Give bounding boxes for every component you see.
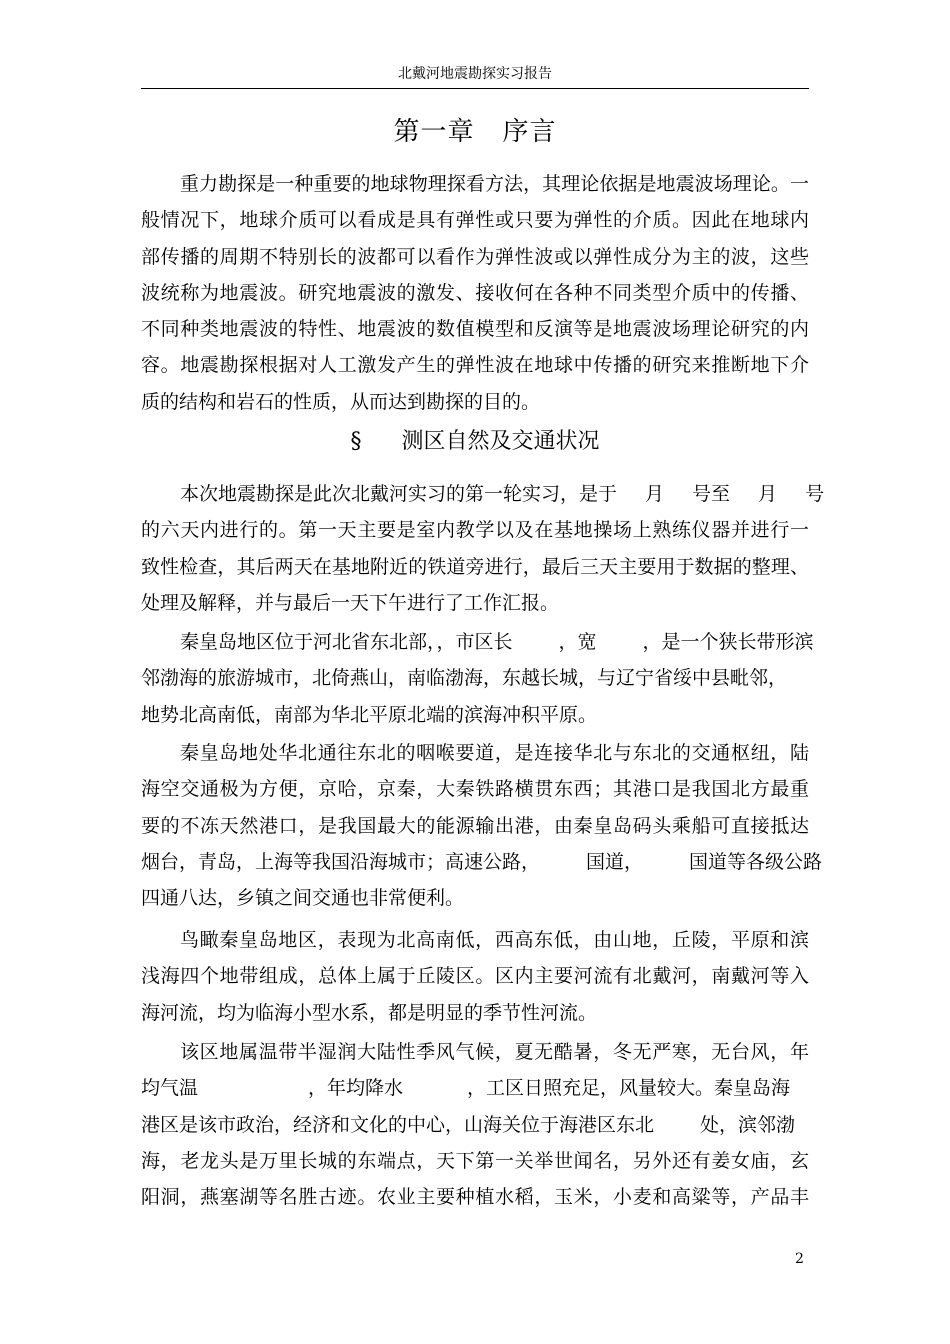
text-span: 国道， — [586, 850, 644, 873]
text-line: 海河流，均为临海小型水系，都是明显的季节性河流。 — [141, 1001, 598, 1024]
chapter-title — [141, 114, 809, 150]
section-symbol: § — [350, 429, 362, 454]
text-line: 重力勘探是一种重要的地球物理探看方法，其理论依据是地震波场理论。一 — [180, 173, 809, 195]
text-line: 四通八达，乡镇之间交通也非常便利。 — [141, 887, 465, 910]
text-line: 部传播的周期不特别长的波都可以看作为弹性波或以弹性成分为主的波，这些 — [141, 245, 809, 268]
text-span: 处，滨邻渤 — [700, 1113, 796, 1136]
text-line — [141, 476, 825, 512]
text-span: 均气温 — [141, 1077, 199, 1100]
text-line: 阳洞，燕塞湖等名胜古迹。农业主要种植水稻，玉米，小麦和高粱等，产品丰 — [141, 1186, 809, 1209]
running-header: 北戴河地震勘探实习报告 — [398, 66, 552, 82]
text-line: 波统称为地震波。研究地震波的激发、接收何在各种不同类型介质中的传播、 — [141, 281, 809, 304]
text-span: 烟台，青岛，上海等我国沿海城市；高速公路， — [141, 850, 541, 873]
text-line: 海，老龙头是万里长城的东端点，天下第一关举世闻名，另外还有姜女庙，玄 — [141, 1149, 809, 1172]
text-line: 该区地属温带半湿润大陆性季风气候，夏无酷暑，冬无严寒，无台风，年 — [180, 1041, 809, 1063]
text-span: 国道等各级公路 — [689, 850, 823, 873]
climate-paragraph — [141, 1034, 809, 1215]
text-line: 要的不冻天然港口，是我国最大的能源输出港，由秦皇岛码头乘船可直接抵达 — [141, 814, 809, 837]
text-span: ，年均降水 — [308, 1077, 404, 1100]
text-span: 月 — [645, 483, 665, 505]
intro-paragraph — [141, 166, 809, 420]
text-line: 的六天内进行的。第一天主要是室内教学以及在基地操场上熟练仪器并进行一 — [141, 519, 809, 542]
text-line: 海空交通极为方便，京哈，京秦，大秦铁路横贯东西；其港口是我国北方最重 — [141, 778, 809, 801]
chapter-label: 第一章 — [393, 117, 475, 147]
text-line — [141, 844, 823, 880]
section-title — [141, 424, 809, 460]
text-line — [141, 1107, 809, 1143]
survey-period-paragraph — [141, 476, 825, 621]
terrain-paragraph — [141, 922, 809, 1031]
page-number: 2 — [795, 1251, 804, 1267]
text-line: 容。地震勘探根据对人工激发产生的弹性波在地球中传播的研究来推断地下介 — [141, 354, 809, 377]
text-line: 秦皇岛地处华北通往东北的咽喉要道，是连接华北与东北的交通枢纽，陆 — [180, 742, 809, 764]
text-span: 港区是该市政治，经济和文化的中心，山海关位于海港区东北 — [141, 1113, 655, 1136]
text-line: 不同种类地震波的特性、地震波的数值模型和反演等是地震波场理论研究的内 — [141, 318, 809, 341]
location-paragraph — [141, 624, 814, 733]
text-span: 月 — [758, 483, 778, 505]
text-line: 处理及解释，并与最后一天下午进行了工作汇报。 — [141, 591, 560, 614]
text-span: ，工区日照充足，风量较大。秦皇岛海 — [467, 1077, 791, 1100]
section-name: 测区自然及交通状况 — [401, 429, 600, 454]
text-line — [141, 624, 814, 660]
text-line — [141, 1070, 809, 1106]
text-span: 号 — [805, 483, 825, 505]
text-span: 号至 — [692, 483, 731, 505]
text-line: 地势北高南低，南部为华北平原北端的滨海冲积平原。 — [141, 703, 598, 726]
text-line: 致性检查，其后两天在基地附近的铁道旁进行，最后三天主要用于数据的整理、 — [141, 555, 809, 578]
text-line: 般情况下，地球介质可以看成是具有弹性或只要为弹性的介质。因此在地球内 — [141, 209, 809, 232]
text-span: 秦皇岛地区位于河北省东北部，，市区长 — [180, 631, 513, 653]
text-line: 鸟瞰秦皇岛地区，表现为北高南低，西高东低，由山地，丘陵，平原和滨 — [180, 929, 809, 951]
text-line: 质的结构和岩石的性质，从而达到勘探的目的。 — [141, 390, 541, 413]
text-span: ，宽 — [558, 631, 597, 653]
transport-paragraph — [141, 735, 823, 916]
text-line: 邻渤海的旅游城市，北倚燕山，南临渤海，东越长城，与辽宁省绥中县毗邻， — [141, 667, 788, 690]
text-span: ，是一个狭长带形滨 — [642, 631, 814, 653]
chapter-name: 序言 — [502, 117, 557, 147]
text-line: 浅海四个地带组成，总体上属于丘陵区。区内主要河流有北戴河，南戴河等入 — [141, 965, 809, 988]
header-rule — [141, 88, 809, 89]
text-span: 本次地震勘探是此次北戴河实习的第一轮实习，是于 — [180, 483, 618, 505]
